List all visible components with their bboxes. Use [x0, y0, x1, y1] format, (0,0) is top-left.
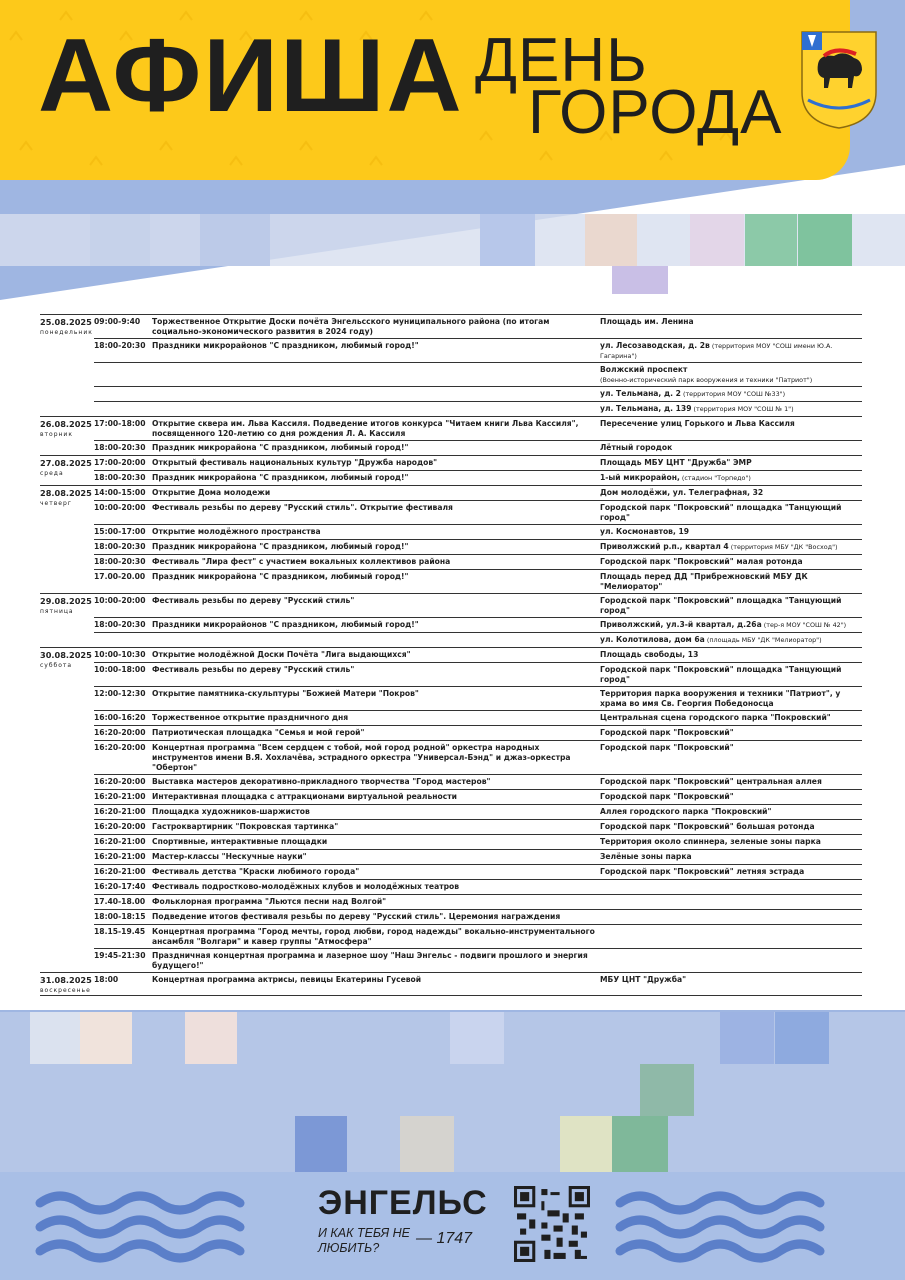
event-row	[94, 362, 862, 386]
event-time: 10:00-10:30	[94, 650, 146, 659]
event-place-name: ул. Тельмана, д. 2	[600, 389, 681, 398]
event-title: Подведение итогов фестиваля резьбы по дереву "Русский стиль". Церемония награждения	[152, 912, 561, 921]
poster-title: АФИША	[38, 18, 464, 134]
event-place-name: Городской парк "Покровский" летняя эстрада	[600, 867, 805, 876]
event-place-name: Зелёные зоны парка	[600, 852, 692, 861]
poster-subtitle-line2: ГОРОДА	[528, 78, 783, 147]
event-time: 17.40-18.00	[94, 897, 146, 906]
event-time	[94, 635, 152, 646]
event-place-name: Городской парк "Покровский" большая ротонда	[600, 822, 815, 831]
event-place	[600, 837, 862, 848]
event-title: Праздник микрорайона "С праздником, любимый город!"	[152, 542, 409, 551]
event-row	[94, 500, 862, 524]
event-title: Концертная программа "Город мечты, город любви, город надежды" вокально-инструментального ансамбля "Волгари" и кавер группы "Атмосфера"	[152, 927, 595, 946]
event-title	[152, 404, 600, 415]
day-date-cell	[40, 455, 94, 485]
event-place	[600, 419, 862, 439]
day-events	[94, 972, 862, 995]
day-date: 29.08.2025	[40, 596, 92, 606]
event-title: Выставка мастеров декоративно-прикладного творчества "Город мастеров"	[152, 777, 491, 786]
event-title: Фольклорная программа "Льются песни над Волгой"	[152, 897, 387, 906]
event-place-name: Городской парк "Покровский"	[600, 792, 734, 801]
event-time: 14:00-15:00	[94, 488, 146, 497]
event-place-name: Аллея городского парка "Покровский"	[600, 807, 772, 816]
event-time: 18:00-20:30	[94, 473, 146, 482]
day-date-cell	[40, 485, 94, 593]
event-place	[600, 341, 862, 361]
event-row	[94, 647, 862, 662]
event-place-note: (территория МОУ "СОШ № 1")	[691, 405, 794, 413]
event-row	[94, 909, 862, 924]
day-date-cell	[40, 972, 94, 995]
event-place-name: Городской парк "Покровский" центральная аллея	[600, 777, 822, 786]
event-place-name: Приволжский, ул.3-й квартал, д.26а	[600, 620, 762, 629]
event-place-name: Городской парк "Покровский"	[600, 728, 734, 737]
event-row	[94, 819, 862, 834]
event-row	[94, 662, 862, 686]
event-title: Открытие Дома молодежи	[152, 488, 271, 497]
event-place	[600, 897, 862, 908]
event-row	[94, 485, 862, 500]
event-row	[94, 386, 862, 401]
city-crest-icon	[800, 30, 878, 130]
day-of-week: пятница	[40, 608, 74, 615]
event-place-name: Площадь перед ДД "Прибрежновский МБУ ДК "Мелиоратор"	[600, 572, 808, 591]
event-place	[600, 635, 862, 646]
event-row	[94, 774, 862, 789]
event-time: 18:00-20:30	[94, 557, 146, 566]
event-title: Фестиваль "Лира фест" с участием вокальных коллективов района	[152, 557, 451, 566]
event-row	[94, 569, 862, 593]
event-place	[600, 743, 862, 773]
day-date: 27.08.2025	[40, 458, 92, 468]
event-place-name: Территория парка вооружения и техники "Патриот", у храма во имя Св. Георгия Победоносца	[600, 689, 841, 708]
event-row	[94, 789, 862, 804]
event-title: Торжественное открытие праздничного дня	[152, 713, 349, 722]
event-place	[600, 365, 862, 385]
event-place	[600, 852, 862, 863]
event-place	[600, 650, 862, 661]
schedule-day	[40, 455, 862, 485]
day-date-cell	[40, 314, 94, 416]
event-place	[600, 728, 862, 739]
event-time: 12:00-12:30	[94, 689, 146, 698]
event-place	[600, 557, 862, 568]
event-time: 16:20-21:00	[94, 852, 146, 861]
event-time: 16:20-20:00	[94, 728, 146, 737]
event-place	[600, 792, 862, 803]
event-title: Фестиваль резьбы по дереву "Русский стиль". Открытие фестиваля	[152, 503, 453, 512]
event-row	[94, 632, 862, 647]
event-place	[600, 822, 862, 833]
event-title: Открытый фестиваль национальных культур "Дружба народов"	[152, 458, 438, 467]
event-row	[94, 617, 862, 632]
event-place	[600, 713, 862, 724]
event-time: 09:00-9:40	[94, 317, 141, 326]
event-place-name: Площадь свободы, 13	[600, 650, 699, 659]
event-time	[94, 389, 152, 400]
city-logo-text: ЭНГЕЛЬС	[318, 1184, 488, 1222]
schedule-table	[40, 314, 862, 996]
event-row	[94, 554, 862, 569]
day-date-cell	[40, 593, 94, 647]
event-title: Патриотическая площадка "Семья и мой герой"	[152, 728, 365, 737]
event-place-note: (территория МОУ "СОШ имени Ю.А. Гагарина")	[600, 342, 833, 360]
event-row	[94, 440, 862, 455]
event-place	[600, 912, 862, 923]
day-date: 28.08.2025	[40, 488, 92, 498]
day-events	[94, 485, 862, 593]
city-logo	[318, 1184, 488, 1255]
event-place	[600, 443, 862, 454]
event-row	[94, 849, 862, 864]
event-title: Площадка художников-шаржистов	[152, 807, 310, 816]
event-time: 18:00-20:30	[94, 341, 146, 350]
event-time: 16:20-20:00	[94, 822, 146, 831]
event-row	[94, 593, 862, 617]
event-title: Гастроквартирник "Покровская тартинка"	[152, 822, 339, 831]
qr-code-icon[interactable]	[514, 1186, 590, 1262]
event-place	[600, 777, 862, 788]
header-banner	[0, 0, 850, 180]
event-place	[600, 317, 862, 337]
event-place-name: Территория около спиннера, зеленые зоны парка	[600, 837, 821, 846]
event-title: Фестиваль детства "Краски любимого города"	[152, 867, 360, 876]
event-place-name: ул. Тельмана, д. 139	[600, 404, 692, 413]
day-date: 30.08.2025	[40, 650, 92, 660]
event-title: Мастер-классы "Нескучные науки"	[152, 852, 307, 861]
event-place-name: Приволжский р.п., квартал 4	[600, 542, 729, 551]
event-place-note: (площадь МБУ "ДК "Мелиоратор")	[704, 636, 822, 644]
event-row	[94, 879, 862, 894]
event-row	[94, 740, 862, 774]
event-place-name: ул. Лесозаводская, д. 2в	[600, 341, 710, 350]
day-of-week: воскресенье	[40, 987, 91, 994]
schedule-day	[40, 314, 862, 416]
day-events	[94, 593, 862, 647]
event-time	[94, 404, 152, 415]
event-row	[94, 401, 862, 416]
event-place	[600, 503, 862, 523]
city-logo-slogan: И КАК ТЕБЯ НЕ ЛЮБИТЬ?	[318, 1226, 411, 1255]
event-title: Открытие сквера им. Льва Кассиля. Подведение итогов конкурса "Читаем книги Льва Кассиля", посвященного 120-летию со дня рождения Л. А. Кассиля	[152, 419, 579, 438]
event-row	[94, 470, 862, 485]
event-title: Фестиваль резьбы по дереву "Русский стиль"	[152, 596, 355, 605]
event-time: 16:20-20:00	[94, 743, 146, 752]
event-time: 17:00-20:00	[94, 458, 146, 467]
event-row	[94, 972, 862, 987]
event-title	[152, 365, 600, 385]
event-title: Праздник микрорайона "С праздником, любимый город!"	[152, 473, 409, 482]
event-place-name: Центральная сцена городского парка "Покровский"	[600, 713, 831, 722]
day-of-week: вторник	[40, 431, 73, 438]
day-events	[94, 647, 862, 972]
event-place-name: Городской парк "Покровский" малая ротонда	[600, 557, 803, 566]
event-title: Праздничная концертная программа и лазерное шоу "Наш Энгельс - подвиги прошлого и энергия будущего!"	[152, 951, 588, 970]
event-time: 17:00-18:00	[94, 419, 146, 428]
event-title: Концертная программа актрисы, певицы Екатерины Гусевой	[152, 975, 422, 984]
day-of-week: четверг	[40, 500, 72, 507]
event-row	[94, 455, 862, 470]
event-time	[94, 365, 152, 385]
event-title: Фестиваль подростково-молодёжных клубов и молодёжных театров	[152, 882, 460, 891]
event-place-name: Лётный городок	[600, 443, 673, 452]
event-title: Спортивные, интерактивные площадки	[152, 837, 328, 846]
event-title: Праздники микрорайонов "С праздником, любимый город!"	[152, 341, 419, 350]
event-time: 19:45-21:30	[94, 951, 146, 960]
event-row	[94, 686, 862, 710]
event-time: 16:20-21:00	[94, 867, 146, 876]
event-title: Фестиваль резьбы по дереву "Русский стиль"	[152, 665, 355, 674]
event-row	[94, 314, 862, 338]
event-place-name: Городской парк "Покровский" площадка "Танцующий город"	[600, 596, 842, 615]
event-place-note: (территория МОУ "СОШ №33")	[680, 390, 786, 398]
event-row	[94, 539, 862, 554]
day-date: 31.08.2025	[40, 975, 92, 985]
blurred-band-bottom	[0, 1012, 905, 1172]
event-row	[94, 864, 862, 879]
event-place-name: Дом молодёжи, ул. Телеграфная, 32	[600, 488, 764, 497]
event-title: Концертная программа "Всем сердцем с тобой, мой город родной" оркестра народных инструментов имени В.Я. Хохлачёва, эстрадного оркестра "Универсал-Бэнд" и джаз-оркестра "Обертон"	[152, 743, 571, 772]
schedule-day	[40, 593, 862, 647]
event-place	[600, 665, 862, 685]
event-place-name: ул. Колотилова, дом 6а	[600, 635, 705, 644]
event-time: 15:00-17:00	[94, 527, 146, 536]
event-title: Торжественное Открытие Доски почёта Энгельсского муниципального района (по итогам социально-экономического развития в 2024 году)	[152, 317, 550, 336]
day-date-cell	[40, 416, 94, 455]
event-place	[600, 488, 862, 499]
event-time: 10:00-20:00	[94, 596, 146, 605]
event-place-name: Пересечение улиц Горького и Льва Кассиля	[600, 419, 795, 428]
poster-subtitle-line1: ДЕНЬ	[475, 26, 648, 95]
event-place-note: (территория МБУ "ДК "Восход")	[728, 543, 838, 551]
day-date: 26.08.2025	[40, 419, 92, 429]
event-place-name: Площадь им. Ленина	[600, 317, 694, 326]
event-place	[600, 527, 862, 538]
event-row	[94, 524, 862, 539]
schedule-bottom-rule	[40, 995, 862, 996]
day-of-week: понедельник	[40, 329, 93, 336]
event-place-name: Городской парк "Покровский" площадка "Танцующий город"	[600, 665, 842, 684]
schedule-day	[40, 416, 862, 455]
event-title: Открытие молодёжного пространства	[152, 527, 321, 536]
event-place-name: Городской парк "Покровский" площадка "Танцующий город"	[600, 503, 842, 522]
event-place-name: МБУ ЦНТ "Дружба"	[600, 975, 687, 984]
event-place	[600, 458, 862, 469]
day-of-week: суббота	[40, 662, 73, 669]
event-place	[600, 951, 862, 971]
event-time: 16:20-17:40	[94, 882, 146, 891]
city-logo-year: — 1747	[416, 1230, 473, 1247]
event-row	[94, 804, 862, 819]
event-place-note: (стадион "Торпедо")	[679, 474, 751, 482]
event-title: Открытие памятника-скульптуры "Божией Матери "Покров"	[152, 689, 419, 698]
event-title: Открытие молодёжной Доски Почёта "Лига выдающихся"	[152, 650, 411, 659]
day-events	[94, 455, 862, 485]
event-time: 18:00	[94, 975, 119, 984]
event-time: 16:20-21:00	[94, 807, 146, 816]
event-time: 16:20-21:00	[94, 792, 146, 801]
event-time: 17.00-20.00	[94, 572, 146, 581]
event-row	[94, 416, 862, 440]
event-place	[600, 542, 862, 553]
event-time: 18:00-20:30	[94, 443, 146, 452]
event-row	[94, 710, 862, 725]
event-row	[94, 338, 862, 362]
schedule-day	[40, 972, 862, 995]
event-place-name: 1-ый микрорайон,	[600, 473, 680, 482]
event-place	[600, 927, 862, 947]
event-title	[152, 635, 600, 646]
event-place	[600, 882, 862, 893]
event-title: Интерактивная площадка с аттракционами виртуальной реальности	[152, 792, 457, 801]
event-title: Праздники микрорайонов "С праздником, любимый город!"	[152, 620, 419, 629]
event-place	[600, 867, 862, 878]
schedule-day	[40, 647, 862, 972]
blurred-band-top	[0, 214, 905, 294]
event-row	[94, 924, 862, 948]
event-place	[600, 389, 862, 400]
day-events	[94, 314, 862, 416]
day-date: 25.08.2025	[40, 317, 92, 327]
event-place-note: (тер-я МОУ "СОШ № 42")	[761, 621, 847, 629]
event-time: 16:20-20:00	[94, 777, 146, 786]
event-place-name: Площадь МБУ ЦНТ "Дружба" ЭМР	[600, 458, 752, 467]
event-place-name: Волжский проспект	[600, 365, 688, 374]
event-time: 18:00-20:30	[94, 620, 146, 629]
event-time: 18:00-18:15	[94, 912, 146, 921]
event-row	[94, 948, 862, 972]
event-row	[94, 725, 862, 740]
event-time: 18:00-20:30	[94, 542, 146, 551]
event-row	[94, 834, 862, 849]
event-time: 16:20-21:00	[94, 837, 146, 846]
event-place-name: Городской парк "Покровский"	[600, 743, 734, 752]
event-place	[600, 404, 862, 415]
event-title	[152, 389, 600, 400]
event-time: 10:00-20:00	[94, 503, 146, 512]
event-place	[600, 807, 862, 818]
event-place-note: (Военно-исторический парк вооружения и техники "Патриот")	[600, 376, 813, 384]
event-row	[94, 894, 862, 909]
schedule-day	[40, 485, 862, 593]
event-place	[600, 975, 862, 986]
event-time: 10:00-18:00	[94, 665, 146, 674]
event-place	[600, 620, 862, 631]
event-title: Праздник микрорайона "С праздником, любимый город!"	[152, 572, 409, 581]
day-date-cell	[40, 647, 94, 972]
event-place	[600, 473, 862, 484]
event-place	[600, 689, 862, 709]
event-place-name: ул. Космонавтов, 19	[600, 527, 690, 536]
day-of-week: среда	[40, 470, 64, 477]
event-place	[600, 572, 862, 592]
event-time: 18.15-19.45	[94, 927, 146, 936]
event-title: Праздник микрорайона "С праздником, любимый город!"	[152, 443, 409, 452]
event-place	[600, 596, 862, 616]
event-time: 16:00-16:20	[94, 713, 146, 722]
day-events	[94, 416, 862, 455]
